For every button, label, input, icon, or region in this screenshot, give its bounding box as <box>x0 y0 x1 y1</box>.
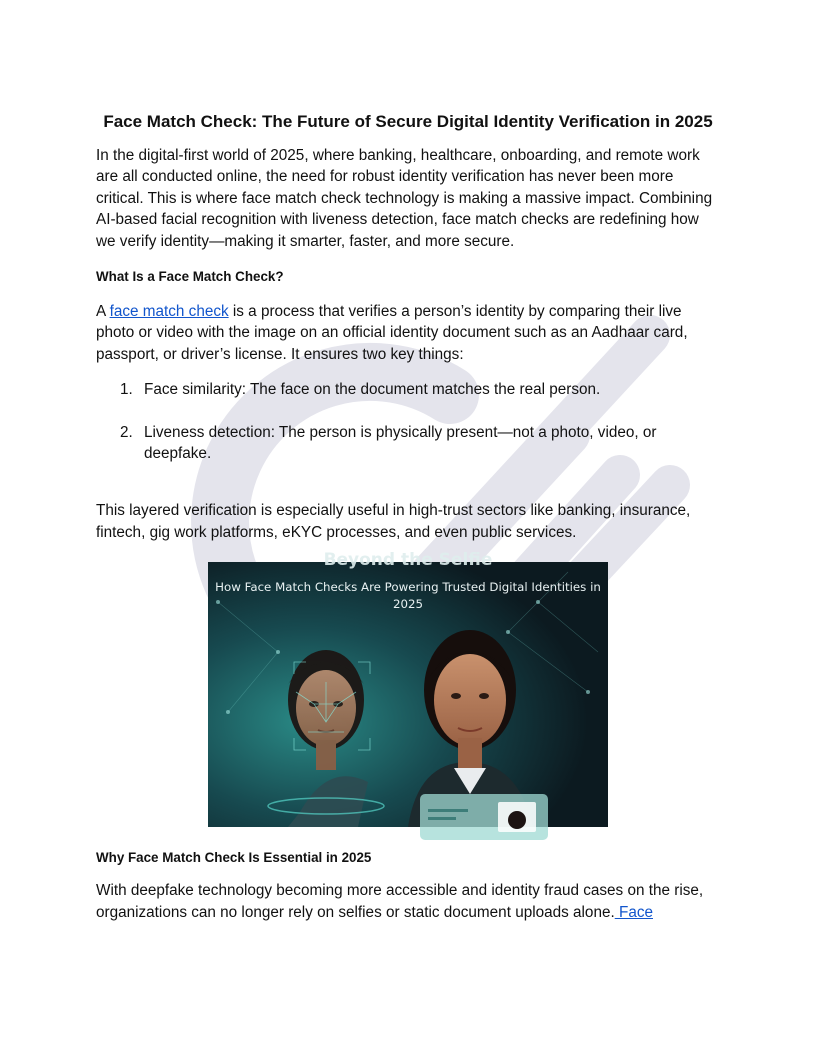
section-heading-why-essential: Why Face Match Check Is Essential in 2025 <box>96 850 372 866</box>
definition-paragraph <box>96 301 720 365</box>
definition-prefix: A <box>96 303 110 321</box>
list-item <box>96 379 720 400</box>
document-body <box>96 110 720 923</box>
id-card <box>420 794 548 840</box>
list-number: 1. <box>120 381 133 399</box>
list-item-text: Liveness detection: The person is physically present—not a photo, video, or deepfake. <box>144 423 657 463</box>
section-heading-what-is: What Is a Face Match Check? <box>96 269 284 285</box>
why-text: With deepfake technology becoming more accessible and identity fraud cases on the rise, organizations can no longer rely on selfies or static document uploads alone. <box>96 882 704 921</box>
face-match-illustration <box>208 550 608 827</box>
face-link[interactable]: Face <box>614 903 653 921</box>
intro-paragraph: In the digital-first world of 2025, where banking, healthcare, onboarding, and remote work are all conducted online, the need for robust identity verification has never been more critical. This is where face match check technology is making a massive impact. Combining AI-based facial recognition with liveness detection, face match checks are redefining how we verify identity—making it smarter, faster, and more secure. <box>96 147 713 250</box>
list-item-text: Face similarity: The face on the document matches the real person. <box>144 381 601 399</box>
why-paragraph <box>96 880 720 923</box>
list-number: 2. <box>120 423 133 441</box>
face-match-check-link[interactable]: face match check <box>109 303 229 321</box>
key-things-list <box>96 379 720 464</box>
illustration-caption: How Face Match Checks Are Powering Trusted Digital Identities in 2025 <box>215 580 601 612</box>
page-title: Face Match Check: The Future of Secure Digital Identity Verification in 2025 <box>103 112 713 131</box>
sectors-paragraph: This layered verification is especially useful in high-trust sectors like banking, insurance, fintech, gig work platforms, eKYC processes, and even public services. <box>96 502 691 541</box>
illustration-heading: Beyond the Selfie <box>323 550 493 571</box>
list-item <box>96 422 720 465</box>
definition-text: is a process that verifies a person’s identity by comparing their live photo or video with the image on an official identity document such as an Aadhaar card, passport, or driver’s license. It ensures two key things: <box>96 303 688 363</box>
